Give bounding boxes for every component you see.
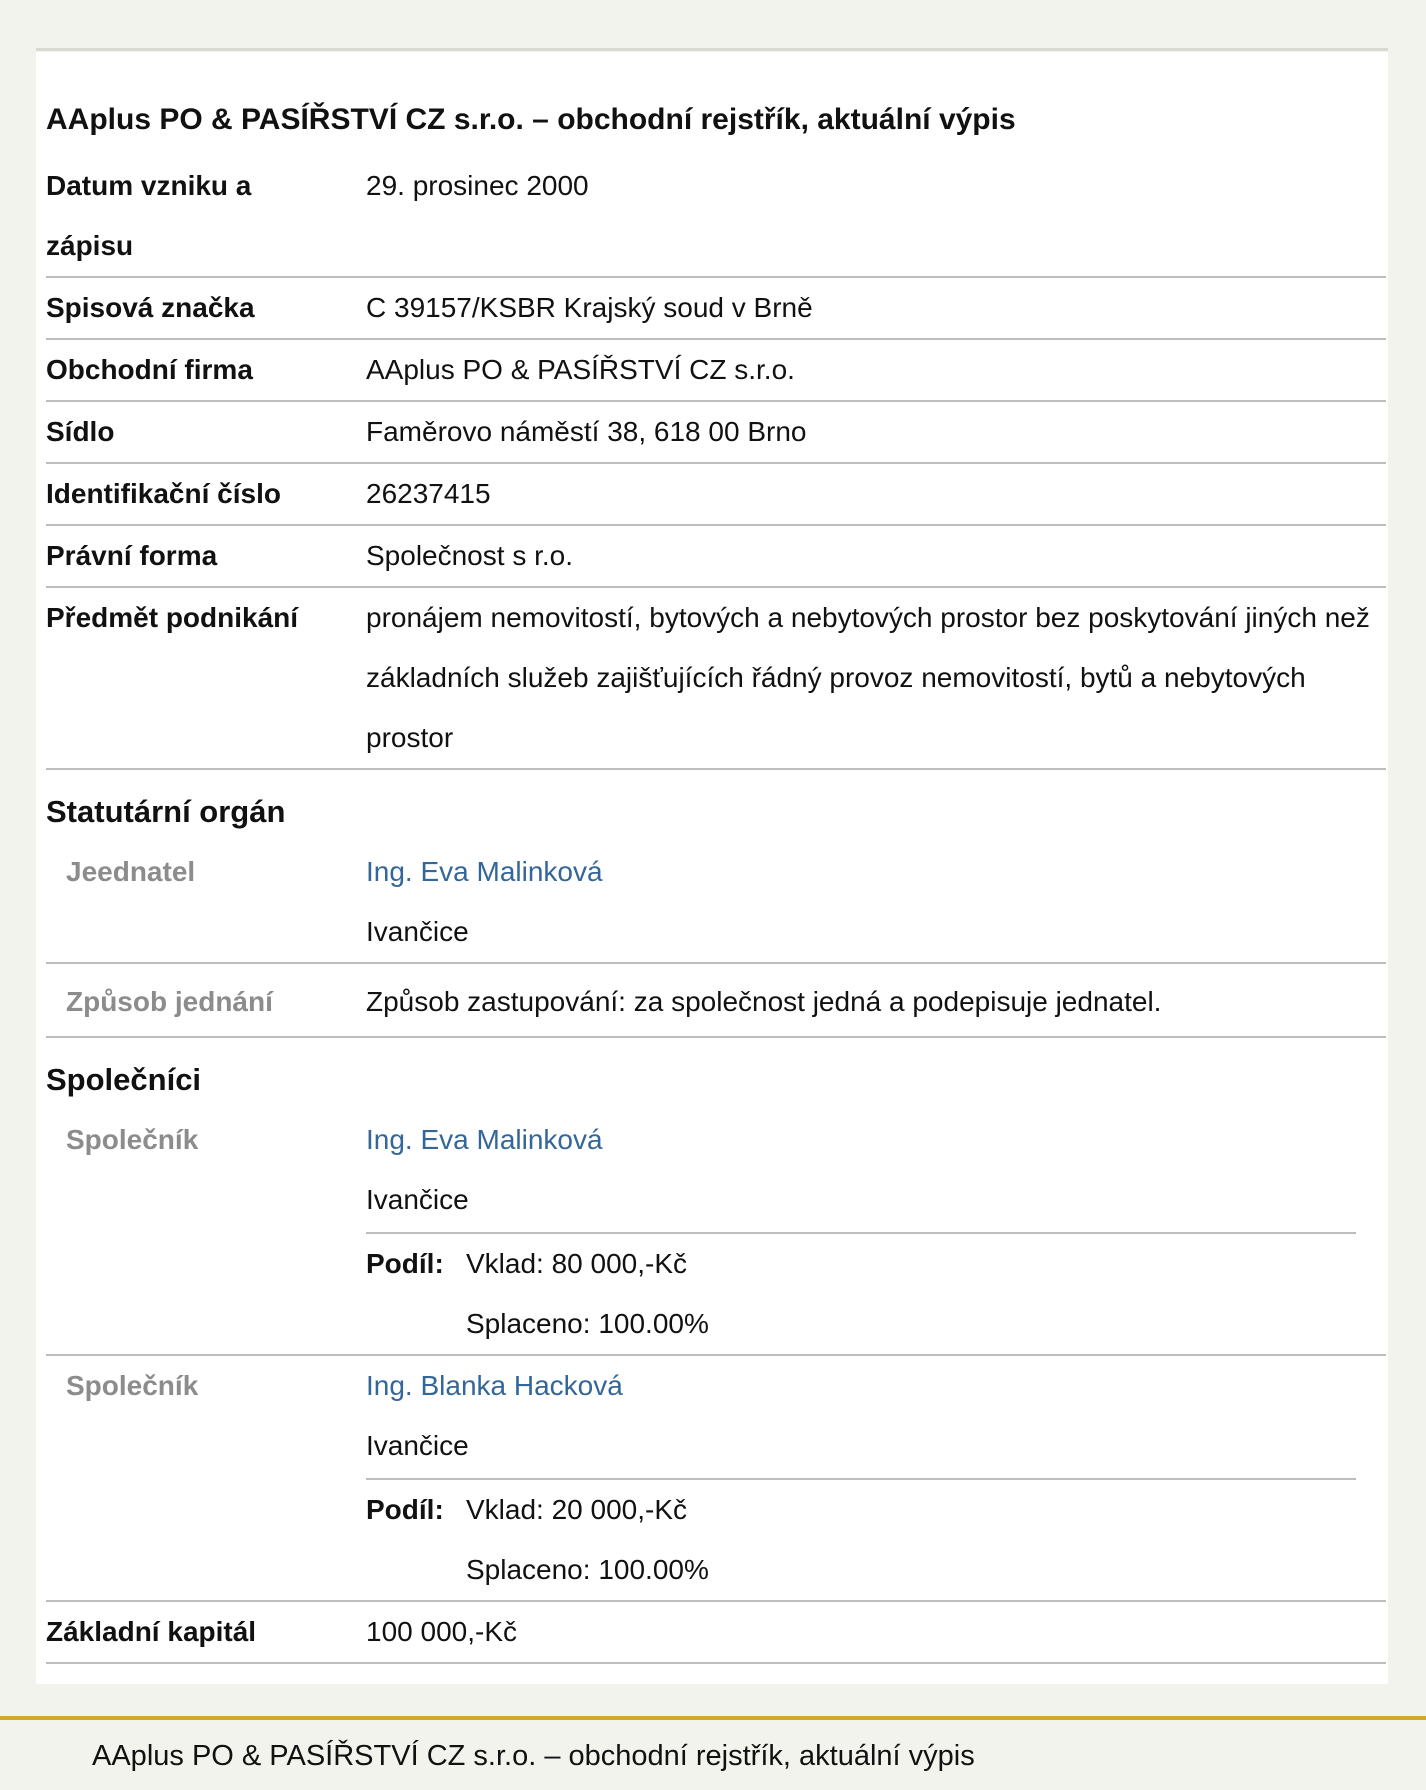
- label-obchodni-firma: Obchodní firma: [46, 354, 253, 385]
- share-vklad: Vklad: 20 000,-Kč: [466, 1494, 688, 1525]
- label-zakladni-kapital: Základní kapitál: [46, 1616, 257, 1647]
- row-spolecnik-2: [46, 1356, 1386, 1602]
- row-spolecnik-1: [46, 1110, 1386, 1356]
- label-pravni-forma: Právní forma: [46, 540, 218, 571]
- share-splaceno: Splaceno: 100.00%: [466, 1554, 709, 1585]
- row-datum-vzniku: [46, 156, 1386, 278]
- share-label: Podíl:: [366, 1494, 444, 1525]
- label-datum-vzniku: Datum vzniku a zápisu: [46, 170, 252, 261]
- page-title: AAplus PO & PASÍŘSTVÍ CZ s.r.o. – obchodní rejstřík, aktuální výpis: [46, 103, 1016, 136]
- value-spolecnik-2: [366, 1356, 1386, 1600]
- label-jednatel: Jeednatel: [66, 856, 196, 887]
- register-table: [46, 156, 1386, 1664]
- row-obchodni-firma: [46, 340, 1386, 402]
- row-sidlo: [46, 402, 1386, 464]
- label-ico: Identifikační číslo: [46, 478, 281, 509]
- spolecnik-1-name-link[interactable]: Ing. Eva Malinková: [366, 1124, 603, 1155]
- value-pravni-forma: Společnost s r.o.: [366, 540, 574, 571]
- value-zakladni-kapital: 100 000,-Kč: [366, 1616, 517, 1647]
- section-statutarni-organ: Statutární orgán: [46, 794, 286, 829]
- row-ico: [46, 464, 1386, 526]
- row-jednatel: [46, 842, 1386, 964]
- share-vklad: Vklad: 80 000,-Kč: [466, 1248, 688, 1279]
- extract-card: [36, 52, 1388, 1684]
- share-label: Podíl:: [366, 1248, 444, 1279]
- value-spolecnik-1: [366, 1110, 1386, 1354]
- row-spisova-znacka: [46, 278, 1386, 340]
- row-predmet-podnikani: [46, 588, 1386, 770]
- footer-divider: [0, 1716, 1426, 1720]
- label-zpusob-jednani: Způsob jednání: [66, 986, 273, 1017]
- label-spisova-znacka: Spisová značka: [46, 292, 255, 323]
- jednatel-name-link[interactable]: Ing. Eva Malinková: [366, 856, 603, 887]
- value-obchodni-firma: AAplus PO & PASÍŘSTVÍ CZ s.r.o.: [366, 354, 795, 385]
- top-divider: [36, 48, 1388, 51]
- spolecnik-2-name-link[interactable]: Ing. Blanka Hacková: [366, 1370, 623, 1401]
- label-spolecnik: Společník: [66, 1124, 199, 1155]
- spolecnik-1-share: [366, 1232, 1356, 1354]
- value-datum-vzniku: 29. prosinec 2000: [366, 170, 589, 201]
- value-zpusob-jednani: Způsob zastupování: za společnost jedná a podepisuje jednatel.: [366, 986, 1162, 1017]
- label-predmet-podnikani: Předmět podnikání: [46, 602, 299, 633]
- label-sidlo: Sídlo: [46, 416, 115, 447]
- row-pravni-forma: [46, 526, 1386, 588]
- spolecnik-2-share: [366, 1478, 1356, 1600]
- share-splaceno: Splaceno: 100.00%: [466, 1308, 709, 1339]
- label-spolecnik: Společník: [66, 1370, 199, 1401]
- section-spolecnici: Společníci: [46, 1062, 202, 1097]
- value-spisova-znacka: C 39157/KSBR Krajský soud v Brně: [366, 292, 813, 323]
- row-zpusob-jednani: [46, 964, 1386, 1038]
- row-zakladni-kapital: [46, 1602, 1386, 1664]
- value-sidlo: Faměrovo náměstí 38, 618 00 Brno: [366, 416, 807, 447]
- spolecnik-2-city: Ivančice: [366, 1430, 469, 1461]
- footer-title: AAplus PO & PASÍŘSTVÍ CZ s.r.o. – obchodní rejstřík, aktuální výpis: [92, 1740, 975, 1772]
- spolecnik-1-city: Ivančice: [366, 1184, 469, 1215]
- value-jednatel: [366, 842, 1386, 962]
- value-ico: 26237415: [366, 478, 491, 509]
- value-predmet-podnikani: pronájem nemovitostí, bytových a nebytových prostor bez poskytování jiných než základních služeb zajišťujících řádný provoz nemovitostí, bytů a nebytových prostor: [366, 602, 1370, 753]
- jednatel-city: Ivančice: [366, 916, 469, 947]
